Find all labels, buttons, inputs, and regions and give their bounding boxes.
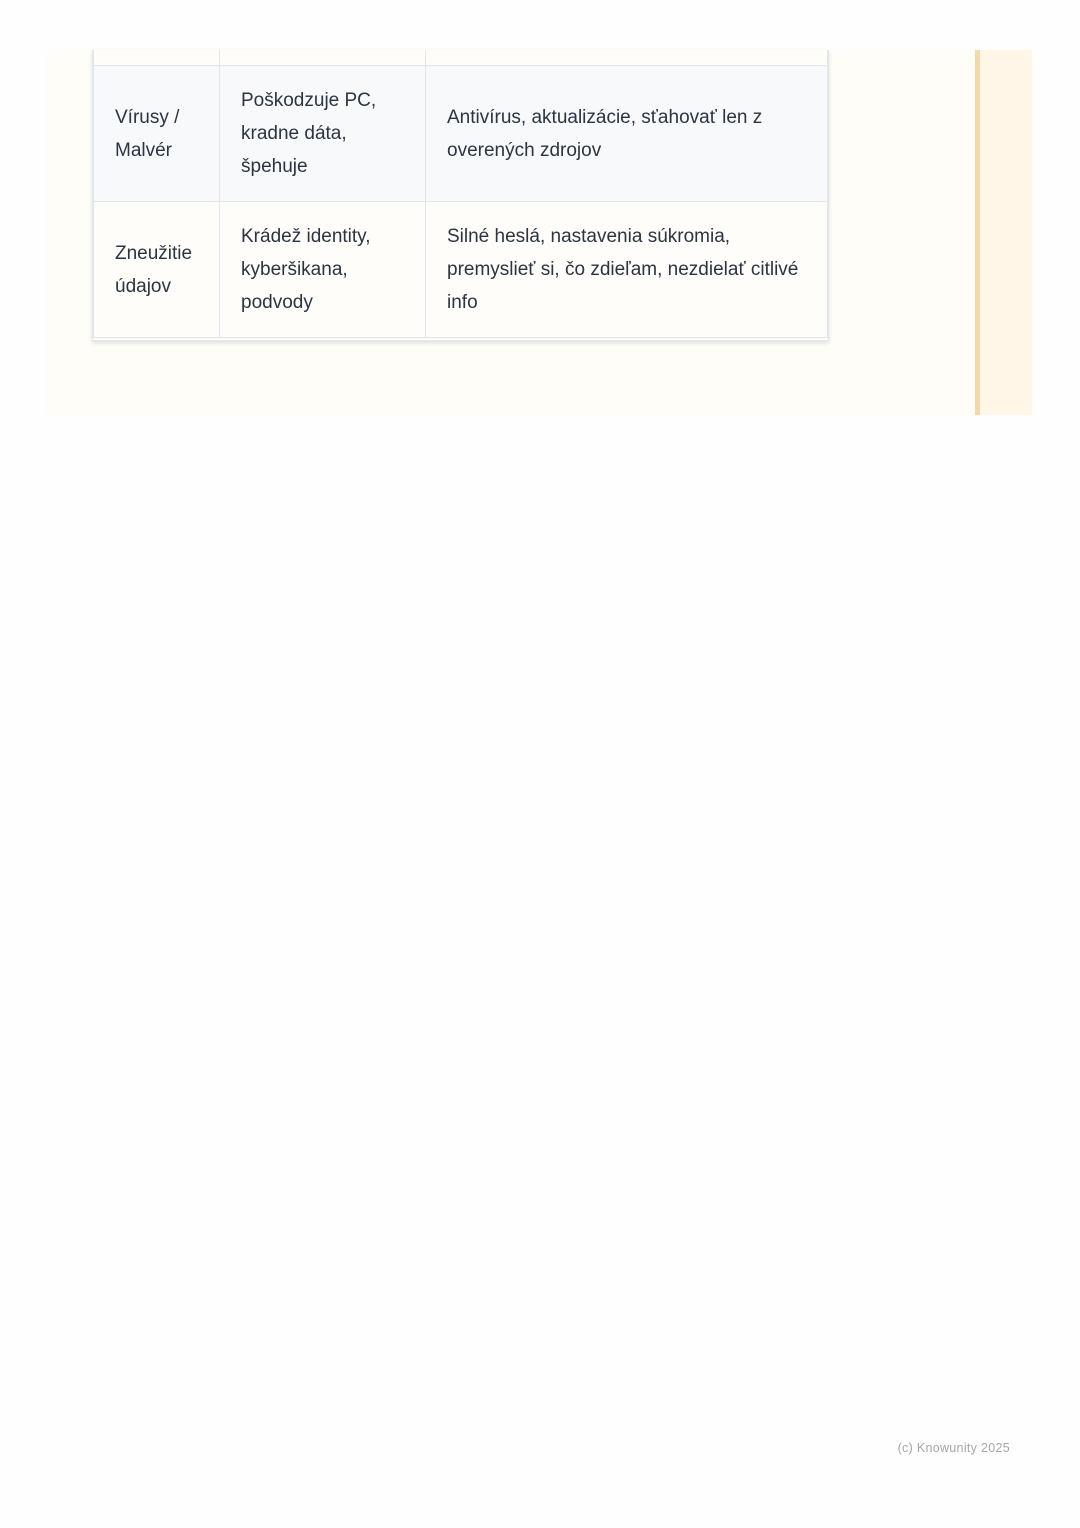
side-panel <box>980 50 1032 415</box>
protection-cell: Silné heslá, nastavenia súkromia, premyslieť si, čo zdieľam, nezdielať citlivé info <box>426 202 828 338</box>
threat-cell: Zneužitie údajov <box>94 202 220 338</box>
table-row-cut-off <box>94 50 828 66</box>
table-row <box>94 202 828 338</box>
effect-cell: Krádež identity, kyberšikana, podvody <box>220 202 426 338</box>
effect-cell: Poškodzuje PC, kradne dáta, špehuje <box>220 66 426 202</box>
threats-table <box>92 50 829 341</box>
threat-cell: Vírusy / Malvér <box>94 66 220 202</box>
copyright-footer: (c) Knowunity 2025 <box>897 1441 1010 1455</box>
protection-cell: Antivírus, aktualizácie, sťahovať len z overených zdrojov <box>426 66 828 202</box>
table-row <box>94 66 828 202</box>
